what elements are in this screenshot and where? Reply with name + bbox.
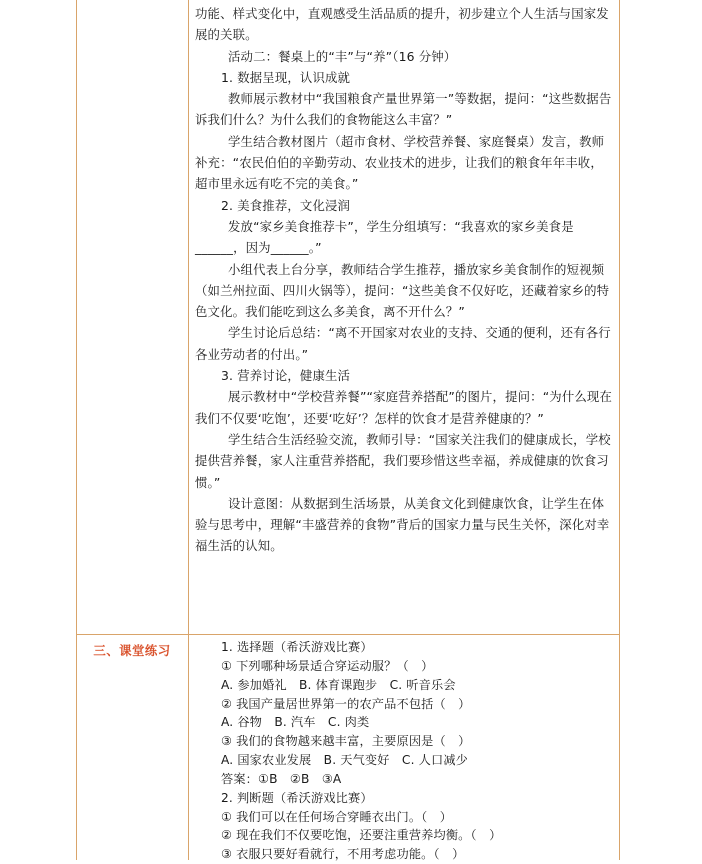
intro-line: 功能、样式变化中，直观感受生活品质的提升，初步建立个人生活与国家发展的关联。	[195, 6, 609, 43]
practice-line: ③ 我们的食物越来越丰富，主要原因是（ ）	[221, 734, 471, 749]
practice-line: A. 参加婚礼 B. 体育课跑步 C. 听音乐会	[221, 677, 456, 692]
sub2-paragraph-2: 小组代表上台分享，教师结合学生推荐，播放家乡美食制作的短视频（如兰州拉面、四川火锅等），提问：“这些美食不仅好吃，还藏着家乡的特色文化。我们能吃到这么多美食，离不开什么？”	[195, 261, 610, 320]
sub2-paragraph-3: 学生讨论后总结：“离不开国家对农业的支持、交通的便利，还有各行各业劳动者的付出。”	[195, 325, 611, 362]
practice-line: A. 谷物 B. 汽车 C. 肉类	[221, 715, 370, 730]
sub2-paragraph-1: 发放“家乡美食推荐卡”，学生分组填写：“我喜欢的家乡美食是______，因为______。”	[195, 218, 574, 256]
sub1-title: 1. 数据呈现，认识成就	[221, 69, 351, 85]
row-divider	[76, 634, 620, 635]
activity-content-cell	[195, 3, 615, 557]
sub1-paragraph-2: 学生结合教材图片（超市食材、学校营养餐、家庭餐桌）发言，教师补充：“农民伯伯的辛勤劳动、农业技术的进步，让我们的粮食年年丰收，超市里永远有吃不完的美食。”	[195, 133, 605, 192]
sub3-paragraph-1: 展示教材中“学校营养餐”“家庭营养搭配”的图片，提问：“为什么现在我们不仅要‘吃饱’，还要‘吃好’？怎样的饮食才是营养健康的？”	[195, 389, 612, 426]
section-label-classroom-practice: 三、课堂练习	[93, 643, 171, 658]
activity2-title: 活动二：餐桌上的“丰”与“养”（16 分钟）	[228, 48, 457, 64]
practice-line: ② 我国产量居世界第一的农产品不包括（ ）	[221, 696, 471, 711]
sub1-paragraph-1: 教师展示教材中“我国粮食产量世界第一”等数据，提问：“这些数据告诉我们什么？为什么我们的食物能这么丰富？”	[195, 91, 612, 128]
practice-content-cell	[195, 638, 615, 864]
practice-line: ② 现在我们不仅要吃饱，还要注重营养均衡。（ ）	[221, 828, 502, 843]
column-divider	[188, 0, 189, 860]
design-intent: 设计意图：从数据到生活场景，从美食文化到健康饮食，让学生在体验与思考中，理解“丰盛营养的食物”背后的国家力量与民生关怀，深化对幸福生活的认知。	[195, 495, 610, 554]
practice-line: ③ 衣服只要好看就行，不用考虑功能。（ ）	[221, 847, 465, 862]
practice-line: 答案：①B ②B ③A	[221, 771, 342, 786]
sub2-title: 2. 美食推荐，文化浸润	[221, 197, 351, 213]
practice-line: ① 下列哪种场景适合穿运动服？（ ）	[221, 658, 434, 673]
practice-line: ① 我们可以在任何场合穿睡衣出门。（ ）	[221, 809, 453, 824]
practice-line: 2. 判断题（希沃游戏比赛）	[221, 790, 373, 805]
practice-line: 1. 选择题（希沃游戏比赛）	[221, 640, 373, 654]
sub3-paragraph-2: 学生结合生活经验交流，教师引导：“国家关注我们的健康成长，学校提供营养餐，家人注重营养搭配，我们要珍惜这些幸福，养成健康的饮食习惯。”	[195, 431, 611, 490]
sub3-title: 3. 营养讨论，健康生活	[221, 368, 351, 384]
practice-line: A. 国家农业发展 B. 天气变好 C. 人口减少	[221, 753, 468, 768]
